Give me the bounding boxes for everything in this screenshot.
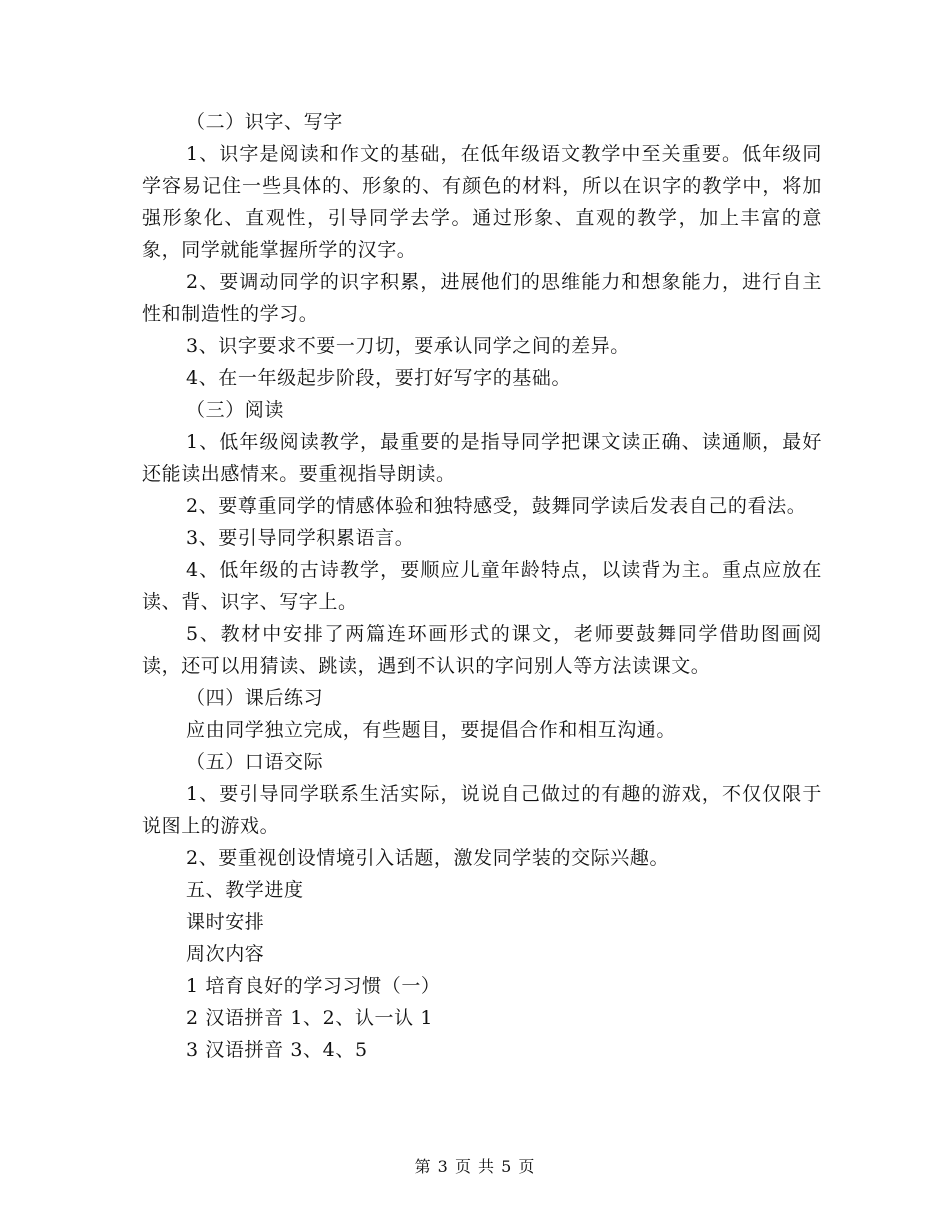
paragraph: 周次内容: [186, 943, 265, 965]
paragraph: 5、教材中安排了两篇连环画形式的课文，老师要鼓舞同学借助图画阅读，还可以用猜读、跳读，遇到不认识的字问别人等方法读课文。: [142, 623, 822, 677]
page-number-footer: 第 3 页 共 5 页: [414, 1157, 536, 1176]
paragraph: 应由同学独立完成，有些题目，要提倡合作和相互沟通。: [186, 719, 677, 741]
section-heading: （二）识字、写字: [186, 111, 343, 133]
section-heading: （三）阅读: [186, 399, 285, 421]
paragraph: 2、要重视创设情境引入话题，激发同学装的交际兴趣。: [186, 847, 670, 869]
section-heading: （五）口语交际: [186, 751, 324, 773]
paragraph: 2、要尊重同学的情感体验和独特感受，鼓舞同学读后发表自己的看法。: [186, 495, 807, 517]
paragraph: 2 汉语拼音 1、2、认一认 1: [186, 1007, 434, 1029]
paragraph: 3 汉语拼音 3、4、5: [186, 1039, 368, 1061]
paragraph: 3、识字要求不要一刀切，要承认同学之间的差异。: [186, 335, 630, 357]
paragraph: 1、识字是阅读和作文的基础，在低年级语文教学中至关重要。低年级同学容易记住一些具体的、形象的、有颜色的材料，所以在识字的教学中，将加强形象化、直观性，引导同学去学。通过形象、直观的教学，加上丰富的意象，同学就能掌握所学的汉字。: [142, 143, 822, 261]
paragraph: 1、低年级阅读教学，最重要的是指导同学把课文读正确、读通顺，最好还能读出感情来。要重视指导朗读。: [142, 431, 822, 485]
paragraph: 4、在一年级起步阶段，要打好写字的基础。: [186, 367, 572, 389]
paragraph: 3、要引导同学积累语言。: [186, 527, 415, 549]
paragraph: 4、低年级的古诗教学，要顺应儿童年龄特点，以读背为主。重点应放在读、背、识字、写字上。: [142, 559, 822, 613]
paragraph: 2、要调动同学的识字积累，进展他们的思维能力和想象能力，进行自主性和制造性的学习。: [142, 271, 822, 325]
paragraph: 五、教学进度: [186, 879, 304, 901]
paragraph: 课时安排: [186, 911, 265, 933]
paragraph: 1、要引导同学联系生活实际，说说自己做过的有趣的游戏，不仅仅限于说图上的游戏。: [142, 783, 822, 837]
paragraph: 1 培育良好的学习习惯（一）: [186, 975, 441, 997]
document-body: [142, 106, 822, 1066]
section-heading: （四）课后练习: [186, 687, 324, 709]
